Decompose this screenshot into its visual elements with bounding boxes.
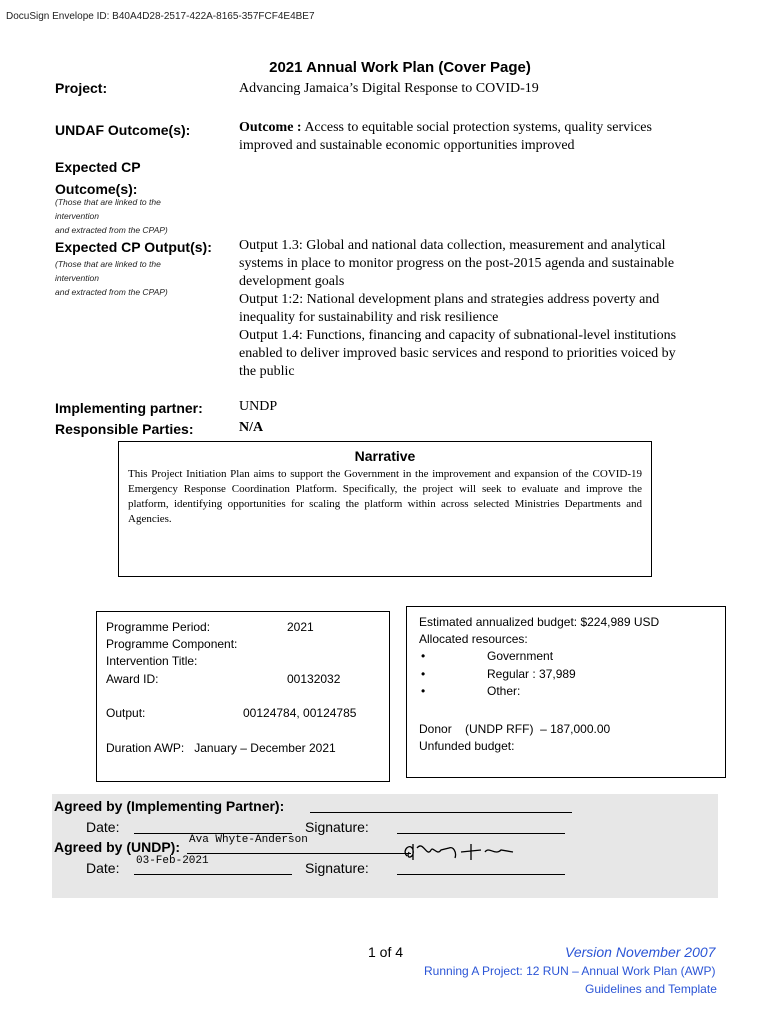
output-label: Output: — [106, 706, 146, 720]
narrative-title: Narrative — [354, 448, 416, 464]
undp-name-line[interactable] — [187, 853, 411, 854]
cp-output-note-line1: (Those that are linked to the — [55, 259, 161, 269]
cp-outcome-label — [55, 156, 141, 200]
agreement-section — [52, 794, 718, 898]
undp-signature-line[interactable] — [397, 874, 565, 875]
cp-output-line: enabled to deliver improved basic services and respond to priorities voiced by — [239, 346, 676, 361]
cp-output-note-line3: and extracted from the CPAP) — [55, 287, 168, 297]
responsible-value: N/A — [239, 420, 264, 435]
running-project-label: Running A Project: 12 RUN – Annual Work Plan (AWP) — [424, 964, 716, 978]
bullet-icon: • — [421, 649, 426, 663]
guidelines-label: Guidelines and Template — [585, 982, 717, 996]
signer-name: Ava Whyte-Anderson — [189, 834, 308, 846]
allocated-resources: Allocated resources: — [419, 632, 528, 646]
cp-output-line: Output 1:2: National development plans and strategies address poverty and — [239, 292, 660, 307]
budget-other: Other: — [487, 684, 521, 698]
version-label: Version November 2007 — [565, 944, 716, 960]
donor-budget: Donor (UNDP RFF) – 187,000.00 — [419, 722, 611, 736]
programme-box — [96, 611, 390, 782]
signature-label: Signature: — [305, 819, 369, 835]
cp-output-line: systems in place to monitor progress on the post-2015 agenda and sustainable — [239, 256, 675, 271]
budget-regular: Regular : 37,989 — [487, 667, 576, 681]
narrative-text: This Project Initiation Plan aims to support the Government in the improvement and expansion of the COVID-19 Emergency Response Coordination Platform. Specifically, the project will seek to evaluate and improve the platform, identifying opportunities for scaling the platform within across selected Ministries Departments and Agencies. — [128, 468, 642, 525]
output-value: 00124784, 00124785 — [243, 706, 357, 720]
programme-component-label: Programme Component: — [106, 637, 238, 651]
agreed-implementing-label: Agreed by (Implementing Partner): — [54, 798, 285, 814]
programme-period-value: 2021 — [287, 620, 314, 634]
undaf-label: UNDAF Outcome(s): — [55, 122, 191, 138]
cp-output-value — [239, 237, 719, 381]
undaf-value — [239, 119, 719, 155]
bullet-icon: • — [421, 684, 426, 698]
implementing-signature-line[interactable] — [310, 812, 572, 813]
undaf-prefix: Outcome : — [239, 120, 302, 135]
duration-awp: Duration AWP: January – December 2021 — [106, 741, 336, 755]
agreed-undp-label: Agreed by (UNDP): — [54, 839, 181, 855]
page-title: 2021 Annual Work Plan (Cover Page) — [269, 59, 531, 76]
date-label-2: Date: — [86, 860, 120, 876]
signed-date: 03-Feb-2021 — [136, 855, 209, 867]
cp-outcome-note-line3: and extracted from the CPAP) — [55, 225, 168, 235]
bullet-icon: • — [421, 667, 426, 681]
award-id-value: 00132032 — [287, 672, 341, 686]
cp-outcome-label-line1: Expected CP — [55, 159, 141, 175]
cp-output-line: Output 1.4: Functions, financing and capacity of subnational-level institutions — [239, 328, 677, 343]
implementing-value: UNDP — [239, 399, 278, 414]
budget-box — [406, 606, 726, 778]
cp-output-line: development goals — [239, 274, 345, 289]
handwritten-signature-icon — [397, 836, 517, 866]
project-label: Project: — [55, 80, 108, 96]
implementing-signature-field[interactable] — [397, 833, 565, 834]
budget-government: Government — [487, 649, 554, 663]
cp-output-line: the public — [239, 364, 295, 379]
undp-date-line[interactable] — [134, 874, 292, 875]
project-value: Advancing Jamaica’s Digital Response to COVID-19 — [239, 81, 539, 96]
cp-output-line: Output 1.3: Global and national data collection, measurement and analytical — [239, 238, 666, 253]
undaf-value-line2: improved and sustainable economic opportunities improved — [239, 138, 575, 153]
cp-output-label: Expected CP Output(s): — [55, 239, 212, 255]
programme-period-label: Programme Period: — [106, 620, 211, 634]
award-id-label: Award ID: — [106, 672, 159, 686]
estimated-budget: Estimated annualized budget: $224,989 USD — [419, 615, 660, 629]
signature-label-2: Signature: — [305, 860, 369, 876]
cp-outcome-label-line2: Outcome(s): — [55, 181, 138, 197]
page-number: 1 of 4 — [368, 944, 404, 960]
narrative-box — [118, 441, 652, 577]
undaf-value-line1: Access to equitable social protection systems, quality services — [301, 120, 652, 135]
cp-output-line: inequality for sustainability and risk resilience — [239, 310, 499, 325]
unfunded-budget: Unfunded budget: — [419, 739, 515, 753]
date-label: Date: — [86, 819, 120, 835]
intervention-title-label: Intervention Title: — [106, 654, 198, 668]
cp-output-note-line2: intervention — [55, 273, 99, 283]
cp-outcome-note — [55, 195, 225, 237]
cp-output-note — [55, 257, 225, 299]
cp-outcome-note-line2: intervention — [55, 211, 99, 221]
implementing-label: Implementing partner: — [55, 400, 203, 416]
cp-outcome-note-line1: (Those that are linked to the — [55, 197, 161, 207]
responsible-label: Responsible Parties: — [55, 421, 194, 437]
envelope-id: DocuSign Envelope ID: B40A4D28-2517-422A-8165-357FCF4E4BE7 — [6, 11, 315, 22]
